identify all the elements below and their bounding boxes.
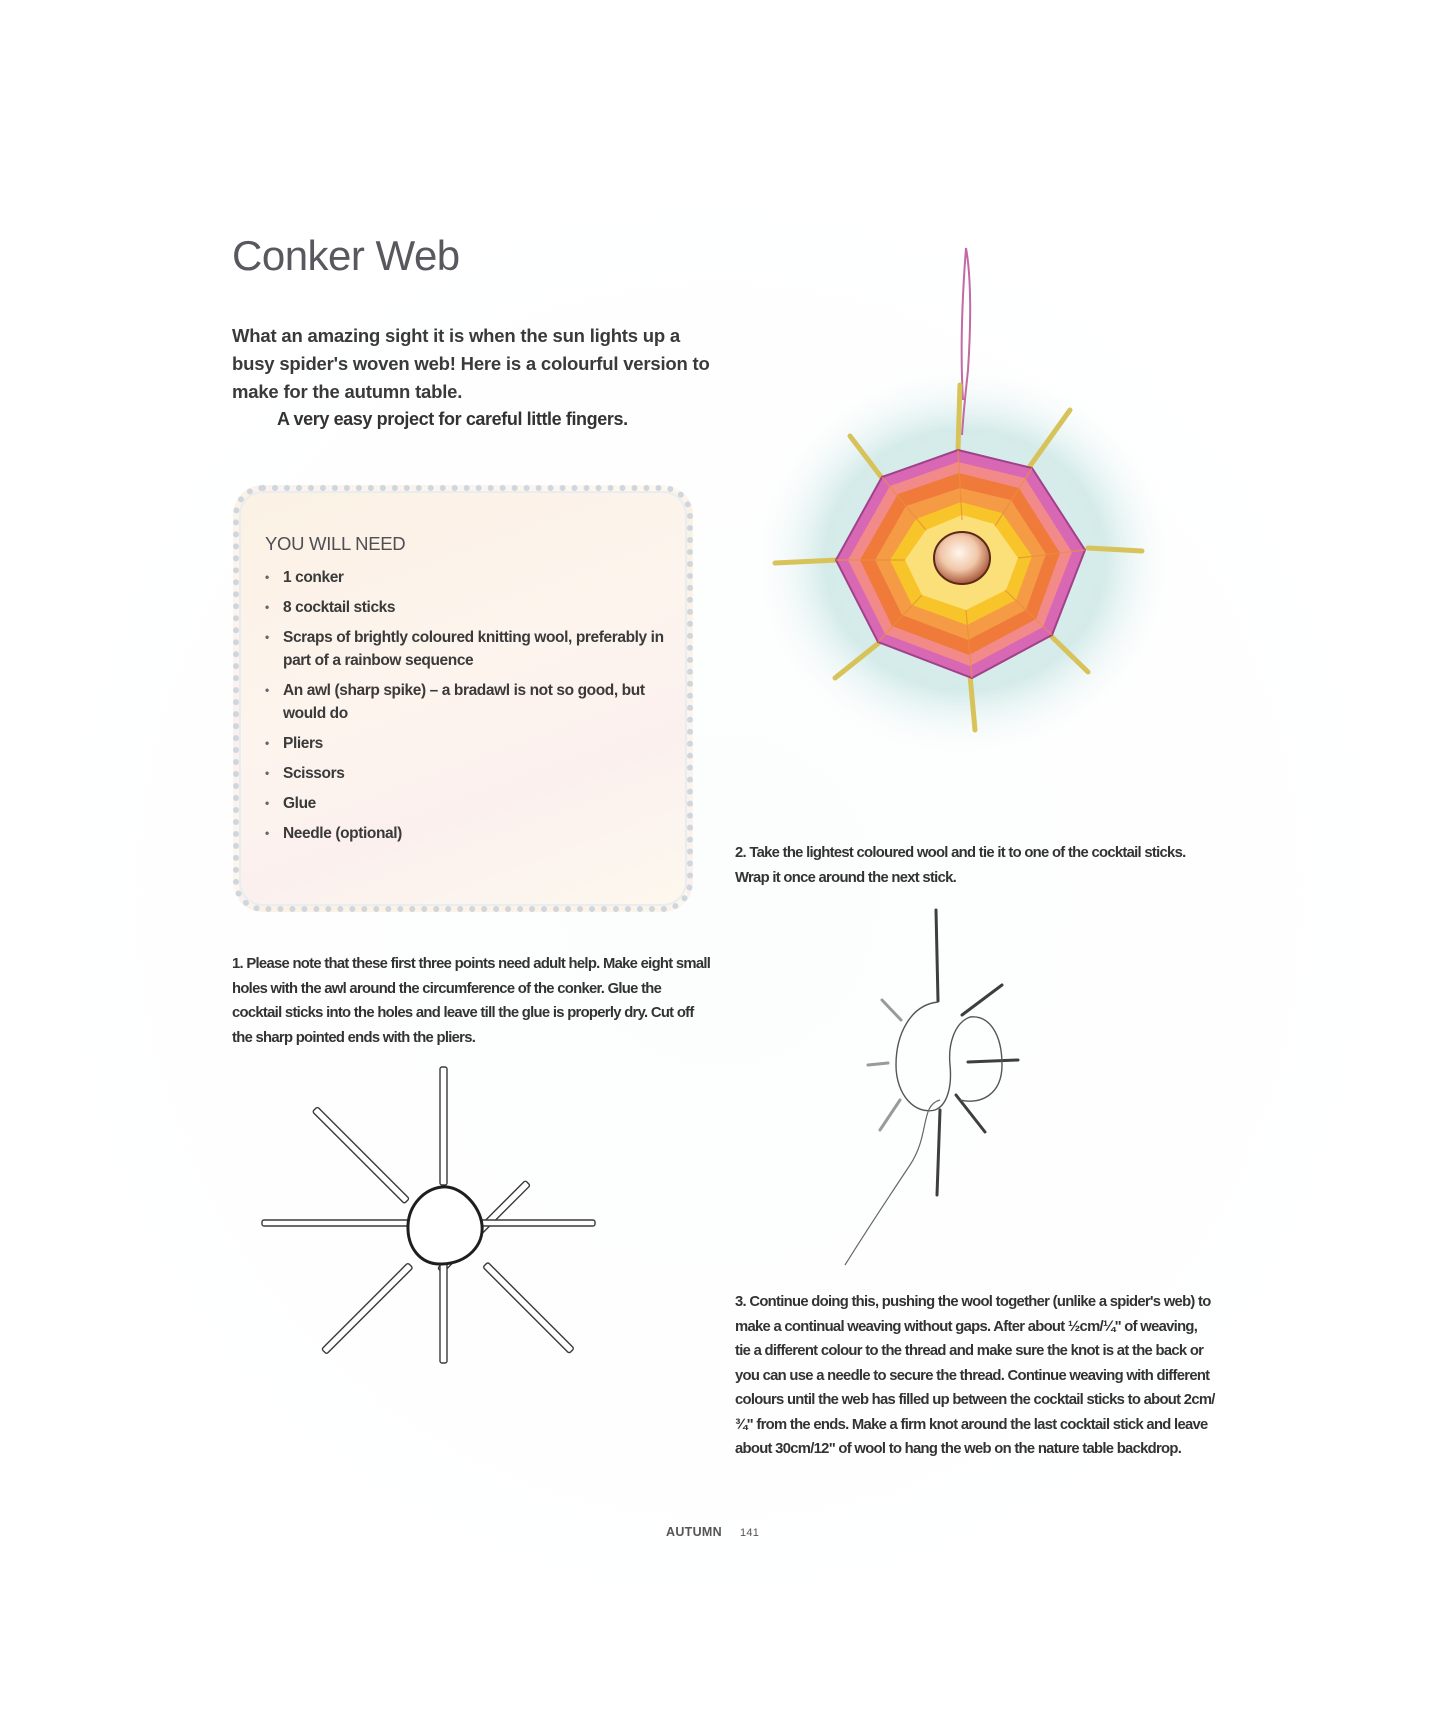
materials-list xyxy=(265,566,675,852)
materials-box xyxy=(233,485,693,912)
materials-item: • 8 cocktail sticks xyxy=(265,596,675,619)
intro-subline: A very easy project for careful little fingers. xyxy=(277,409,628,429)
materials-item: • Pliers xyxy=(265,732,675,755)
materials-item: • Needle (optional) xyxy=(265,822,675,845)
step-1-text: 1. Please note that these first three points need adult help. Make eight small holes with the awl around the circumference of the conker. Glue the cocktail sticks into the holes and leave till the glue is properly dry. Cut off the sharp pointed ends with the pliers. xyxy=(232,956,711,1046)
intro-paragraph: What an amazing sight it is when the sun lights up a busy spider's woven web! Here is a colourful version to make for the autumn table. xyxy=(232,325,710,402)
materials-item: • Scraps of brightly coloured knitting wool, preferably in part of a rainbow sequence xyxy=(265,626,675,672)
page-footer xyxy=(666,1525,759,1539)
conker-with-sticks-sketch xyxy=(270,1065,600,1365)
conker-centre xyxy=(934,532,990,584)
page-title: Conker Web xyxy=(232,232,460,279)
materials-heading: YOU WILL NEED xyxy=(265,533,406,554)
step-3-text: 3. Continue doing this, pushing the wool together (unlike a spider's web) to make a continual weaving without gaps. After about ½cm/¼" of weaving, tie a different colour to the thread and make sure the knot is at the back or you can use a needle to secure the thread. Continue weaving with different colours until the web has filled up between the cocktail sticks to about 2cm/¾" from the ends. Make a firm knot around the last cocktail stick and leave about 30cm/12" of wool to hang the web on the nature table backdrop. xyxy=(735,1294,1215,1457)
page-number: 141 xyxy=(739,1527,760,1539)
materials-item: • 1 conker xyxy=(265,566,675,589)
materials-item: • An awl (sharp spike) – a bradawl is not so good, but would do xyxy=(265,679,675,725)
step-2-text: 2. Take the lightest coloured wool and tie it to one of the cocktail sticks. Wrap it once around the next stick. xyxy=(735,845,1186,886)
materials-item: • Scissors xyxy=(265,762,675,785)
sketch-conker xyxy=(408,1187,482,1264)
sketch-wool-strand xyxy=(845,1100,940,1265)
materials-item: • Glue xyxy=(265,792,675,815)
wool-wrapping-sketch xyxy=(830,905,1060,1275)
finished-web-illustration xyxy=(740,230,1190,810)
sketch-conker-outline xyxy=(896,1002,1002,1111)
footer-section: AUTUMN xyxy=(666,1525,722,1539)
